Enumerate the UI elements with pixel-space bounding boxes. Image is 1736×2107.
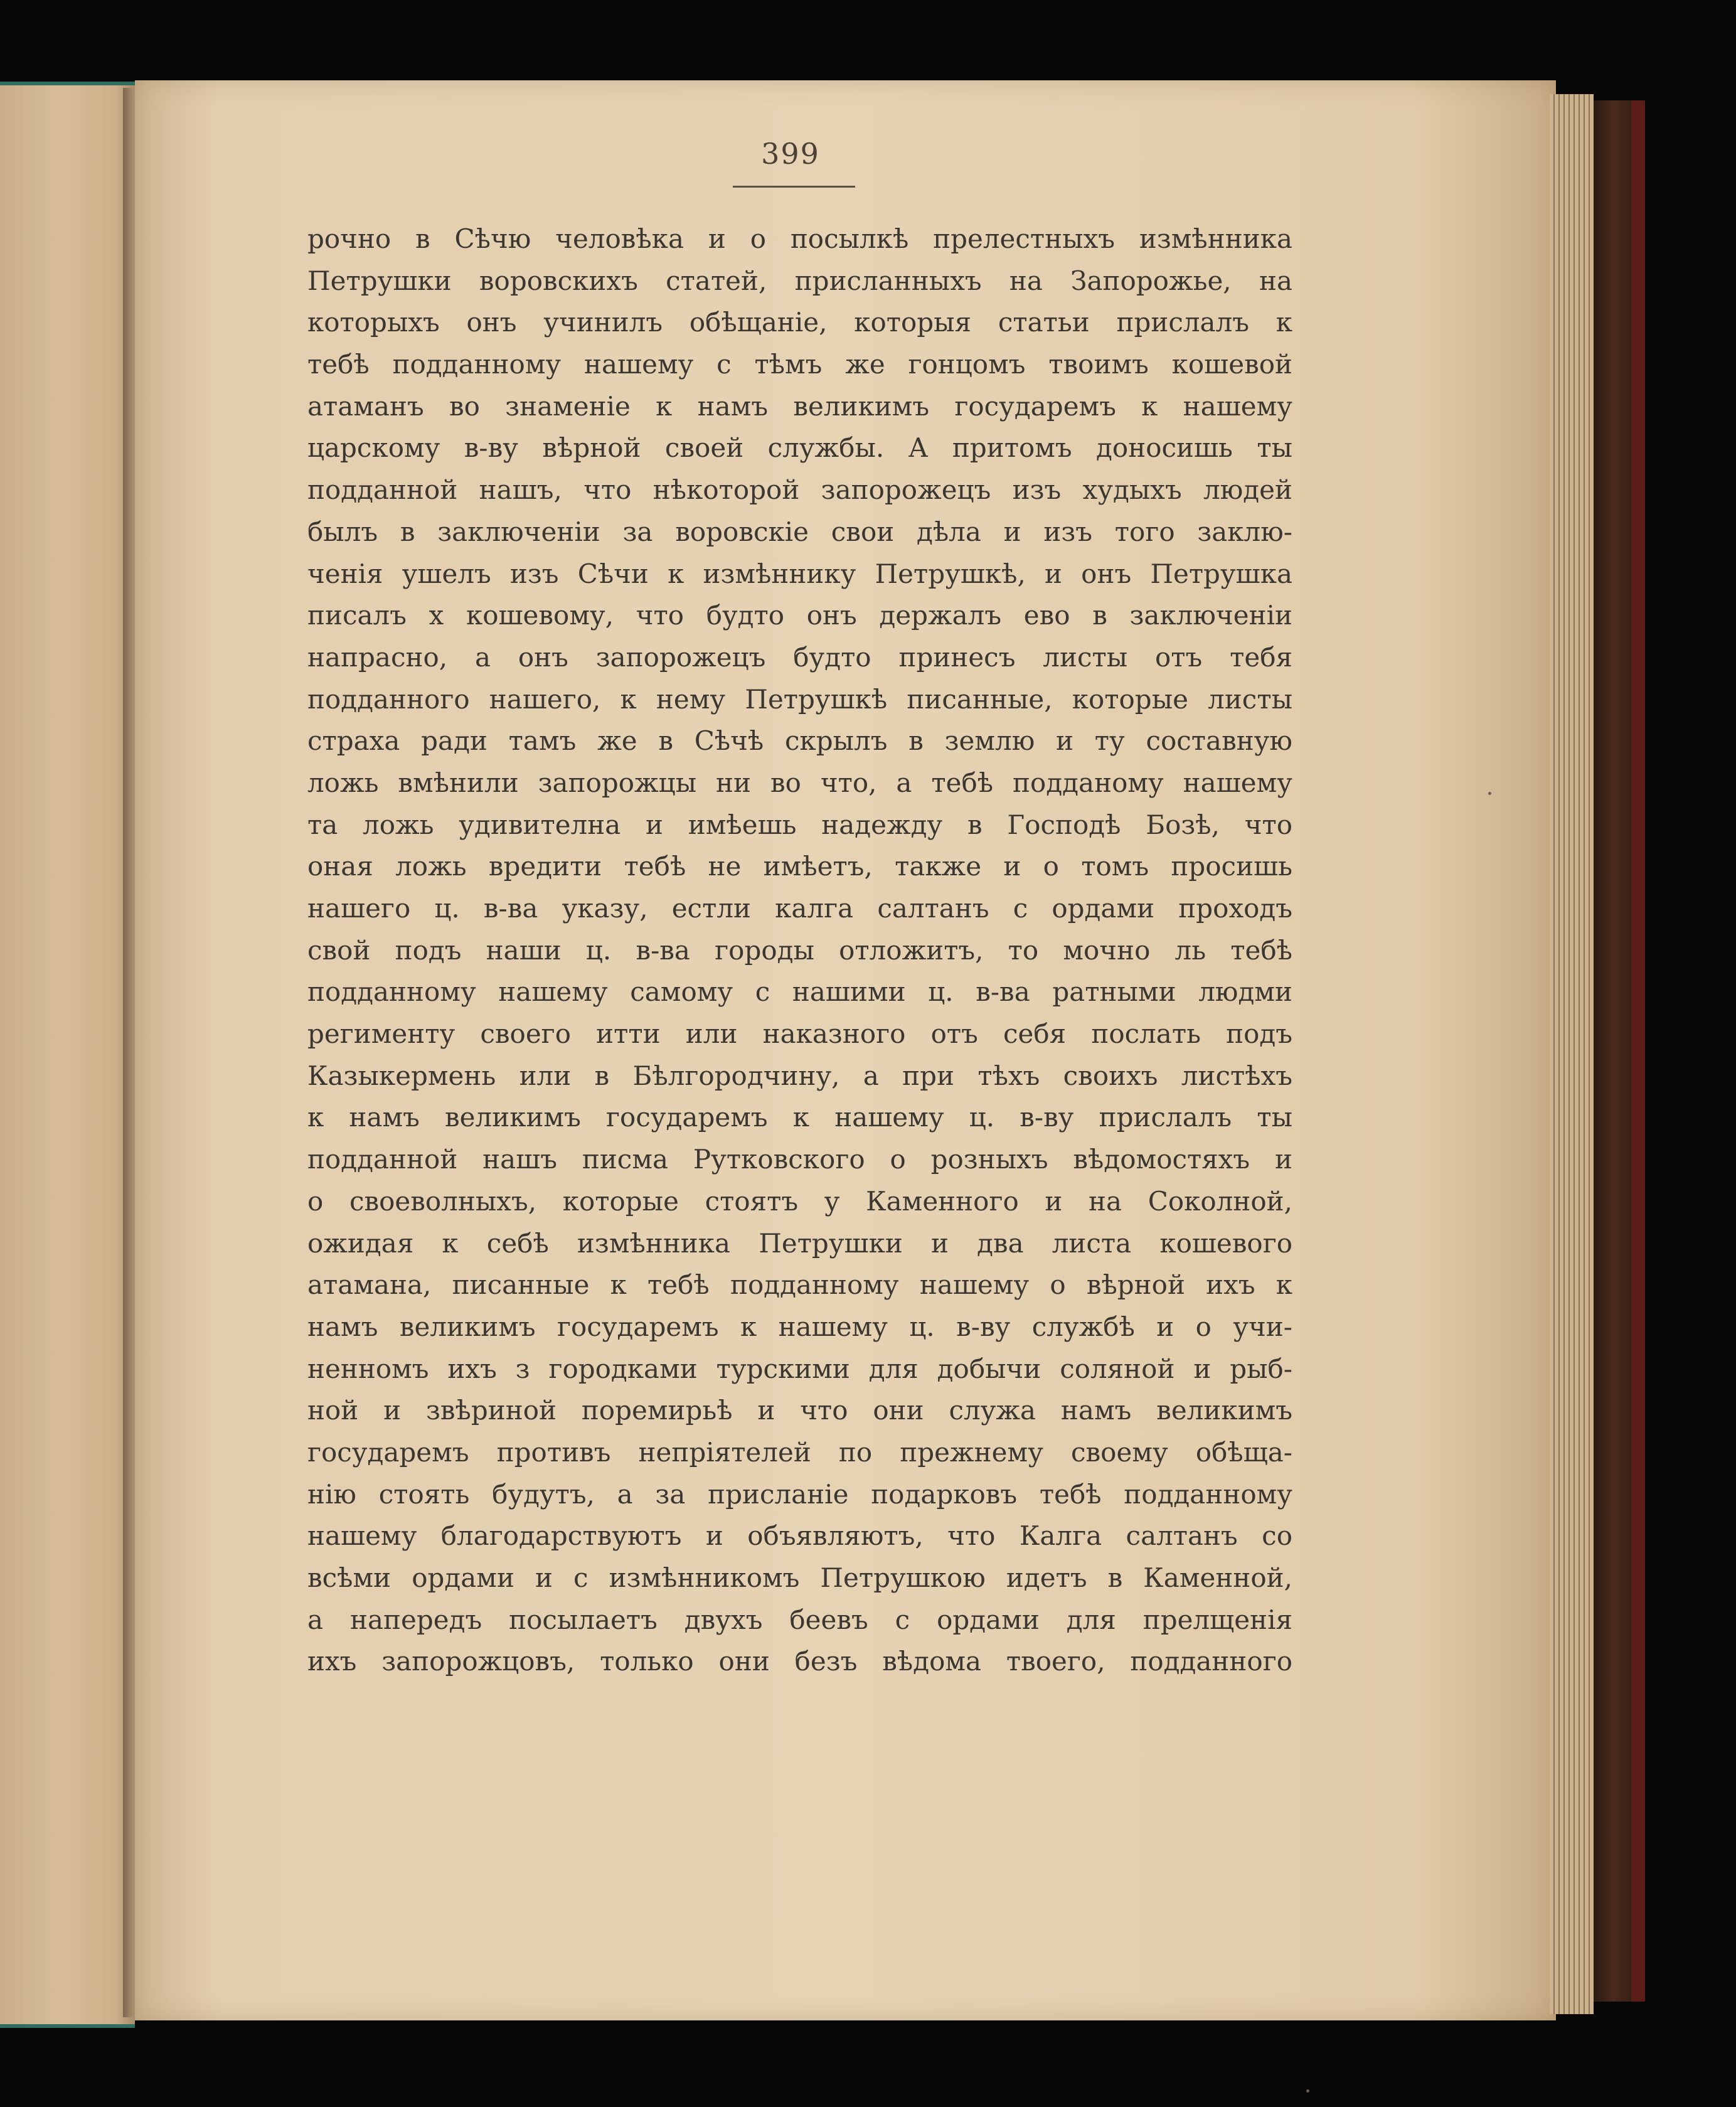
paper-speck — [1488, 792, 1491, 795]
page-edges — [1550, 94, 1594, 2014]
text-line: ожидая к себѣ измѣнника Петрушки и два листа кошевого — [307, 1227, 1292, 1259]
text-line: тебѣ подданному нашему с тѣмъ же гонцомъ твоимъ кошевой — [307, 349, 1292, 380]
book-cover-trim — [1631, 100, 1645, 2002]
text-line: страха ради тамъ же в Сѣчѣ скрылъ в землю и ту составную — [307, 725, 1292, 757]
dust-speck — [1306, 2089, 1309, 2093]
text-line: подданному нашему самому с нашими ц. в-ва ратными людми — [307, 976, 1292, 1008]
text-line: напрасно, а онъ запорожецъ будто принесъ листы отъ тебя — [307, 641, 1292, 673]
text-line: ненномъ ихъ з городками турскими для добычи соляной и рыб- — [307, 1353, 1292, 1384]
text-line: нашего ц. в-ва указу, естли калга салтанъ с ордами проходъ — [307, 893, 1292, 924]
text-line: царскому в-ву вѣрной своей службы. А притомъ доносишь ты — [307, 432, 1292, 464]
text-line: Казыкермень или в Бѣлгородчину, а при тѣхъ своихъ листѣхъ — [307, 1060, 1292, 1091]
page-number-rule — [733, 186, 855, 188]
text-line: Петрушки воровскихъ статей, присланныхъ на Запорожье, на — [307, 265, 1292, 296]
page-body-text — [307, 218, 1292, 1683]
text-line: всѣми ордами и с измѣнникомъ Петрушкою идетъ в Каменной, — [307, 1562, 1292, 1593]
text-line: которыхъ онъ учинилъ обѣщаніе, которыя статьи прислалъ к — [307, 307, 1292, 338]
text-line: ихъ запорожцовъ, только они безъ вѣдома твоего, подданного — [307, 1646, 1292, 1677]
text-line: о своеволныхъ, которые стоятъ у Каменного и на Соколной, — [307, 1185, 1292, 1217]
text-line: атаманъ во знаменіе к намъ великимъ государемъ к нашему — [307, 390, 1292, 422]
text-line: подданной нашъ, что нѣкоторой запорожецъ изъ худыхъ людей — [307, 474, 1292, 506]
text-line: оная ложь вредити тебѣ не имѣетъ, также и о томъ просишь — [307, 851, 1292, 882]
text-line: к намъ великимъ государемъ к нашему ц. в-ву прислалъ ты — [307, 1102, 1292, 1133]
text-line: писалъ х кошевому, что будто онъ держалъ ево в заключеніи — [307, 600, 1292, 631]
text-line: былъ в заключеніи за воровскіе свои дѣла и изъ того заклю- — [307, 516, 1292, 547]
text-line: подданной нашъ писма Рутковского о розныхъ вѣдомостяхъ и — [307, 1144, 1292, 1175]
text-line: атамана, писанные к тебѣ подданному нашему о вѣрной ихъ к — [307, 1269, 1292, 1301]
text-line: а напередъ посылаетъ двухъ беевъ с ордами для прелщенія — [307, 1604, 1292, 1635]
text-line: намъ великимъ государемъ к нашему ц. в-ву службѣ и о учи- — [307, 1311, 1292, 1342]
text-line: подданного нашего, к нему Петрушкѣ писанные, которые листы — [307, 683, 1292, 715]
text-line: та ложь удивителна и имѣешь надежду в Господѣ Бозѣ, что — [307, 809, 1292, 840]
page-number: 399 — [761, 137, 820, 171]
text-line: государемъ противъ непріятелей по прежнему своему обѣща- — [307, 1436, 1292, 1468]
text-line: ной и звѣриной поремирьѣ и что они служа намъ великимъ — [307, 1395, 1292, 1426]
left-page-edge — [0, 82, 135, 2028]
text-line: нашему благодарствуютъ и объявляютъ, что Калга салтанъ со — [307, 1520, 1292, 1552]
text-line: рочно в Сѣчю человѣка и о посылкѣ прелестныхъ измѣнника — [307, 223, 1292, 254]
text-line: ченія ушелъ изъ Сѣчи к измѣннику Петрушкѣ, и онъ Петрушка — [307, 558, 1292, 589]
text-line: свой подъ наши ц. в-ва городы отложитъ, то мочно ль тебѣ — [307, 934, 1292, 966]
text-line: регименту своего итти или наказного отъ себя послать подъ — [307, 1018, 1292, 1050]
text-line: ложь вмѣнили запорожцы ни во что, а тебѣ подданому нашему — [307, 767, 1292, 798]
text-line: нію стоять будутъ, а за присланіе подарковъ тебѣ подданному — [307, 1478, 1292, 1510]
